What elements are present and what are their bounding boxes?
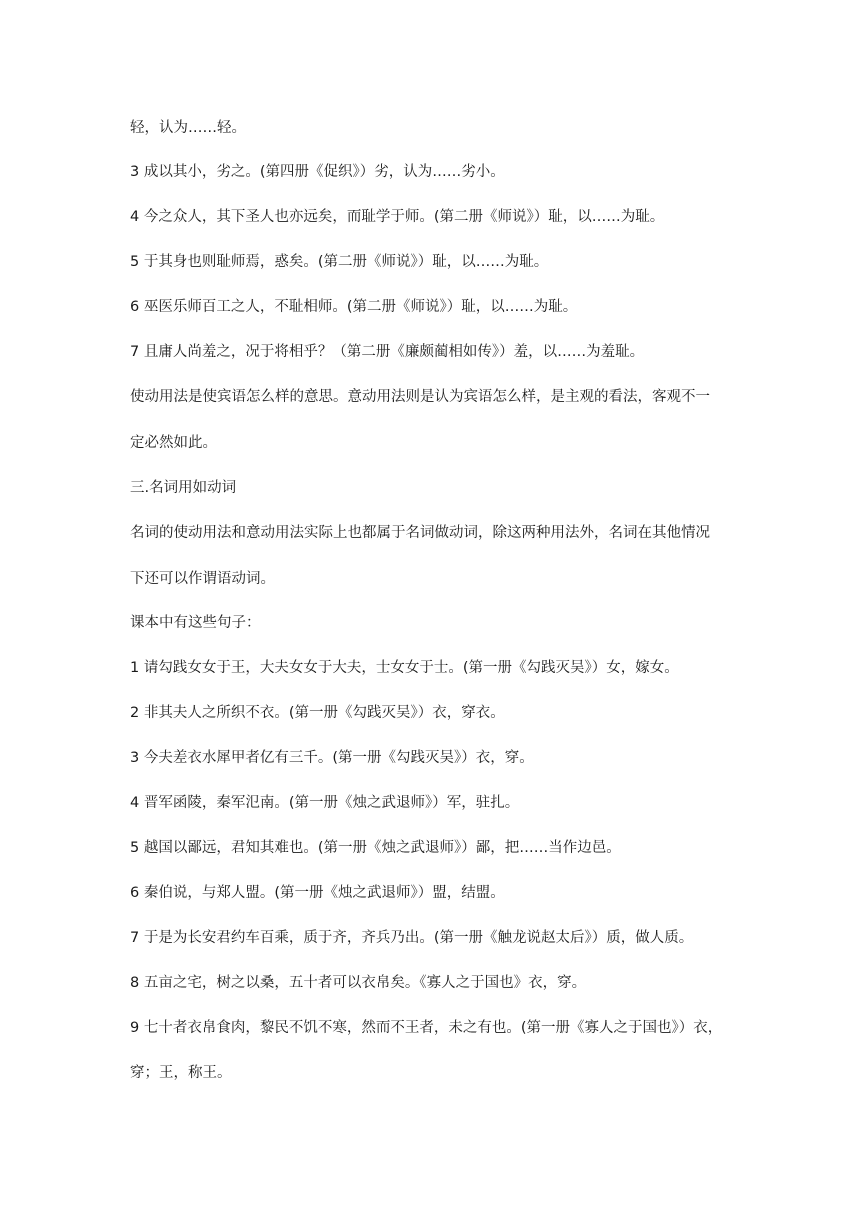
text-line: 轻，认为……轻。 bbox=[130, 120, 246, 136]
text-line: 6 巫医乐师百工之人，不耻相师。(第二册《师说》）耻，以……为耻。 bbox=[130, 299, 578, 315]
paragraph-line: 下还可以作谓语动词。 bbox=[130, 571, 275, 587]
example-item: 穿；王，称王。 bbox=[130, 1065, 232, 1081]
example-item: 2 非其夫人之所织不衣。(第一册《勾践灭吴》）衣，穿衣。 bbox=[130, 705, 505, 721]
example-item: 1 请勾践女女于王，大夫女女于大夫，士女女于士。(第一册《勾践灭吴》）女，嫁女。 bbox=[130, 660, 679, 676]
example-item: 4 晋军函陵，秦军氾南。(第一册《烛之武退师》）军，驻扎。 bbox=[130, 795, 520, 811]
example-item: 5 越国以鄙远，君知其难也。(第一册《烛之武退师》）鄙，把……当作边邑。 bbox=[130, 840, 621, 856]
text-line: 5 于其身也则耻师焉，惑矣。(第二册《师说》）耻，以……为耻。 bbox=[130, 254, 549, 270]
paragraph-line: 课本中有这些句子： bbox=[130, 615, 261, 631]
text-line: 4 今之众人，其下圣人也亦远矣，而耻学于师。(第二册《师说》）耻，以……为耻。 bbox=[130, 209, 665, 225]
paragraph-line: 定必然如此。 bbox=[130, 435, 217, 451]
section-heading: 三.名词用如动词 bbox=[130, 480, 237, 496]
example-item: 7 于是为长安君约车百乘，质于齐，齐兵乃出。(第一册《触龙说赵太后》）质，做人质。 bbox=[130, 930, 694, 946]
paragraph-line: 使动用法是使宾语怎么样的意思。意动用法则是认为宾语怎么样，是主观的看法，客观不一 bbox=[130, 389, 710, 405]
paragraph-line: 名词的使动用法和意动用法实际上也都属于名词做动词，除这两种用法外，名词在其他情况 bbox=[130, 525, 710, 541]
example-item: 3 今夫差衣水犀甲者亿有三千。(第一册《勾践灭吴》）衣，穿。 bbox=[130, 750, 534, 766]
example-item: 9 七十者衣帛食肉，黎民不饥不寒，然而不王者，未之有也。(第一册《寡人之于国也》）衣， bbox=[130, 1020, 723, 1036]
text-line: 3 成以其小，劣之。(第四册《促织》）劣，认为……劣小。 bbox=[130, 164, 505, 180]
example-item: 6 秦伯说，与郑人盟。(第一册《烛之武退师》）盟，结盟。 bbox=[130, 885, 505, 901]
text-line: 7 且庸人尚羞之，况于将相乎？（第二册《廉颇蔺相如传》）羞，以……为羞耻。 bbox=[130, 344, 645, 360]
example-item: 8 五亩之宅，树之以桑，五十者可以衣帛矣。《寡人之于国也》衣，穿。 bbox=[130, 975, 587, 991]
